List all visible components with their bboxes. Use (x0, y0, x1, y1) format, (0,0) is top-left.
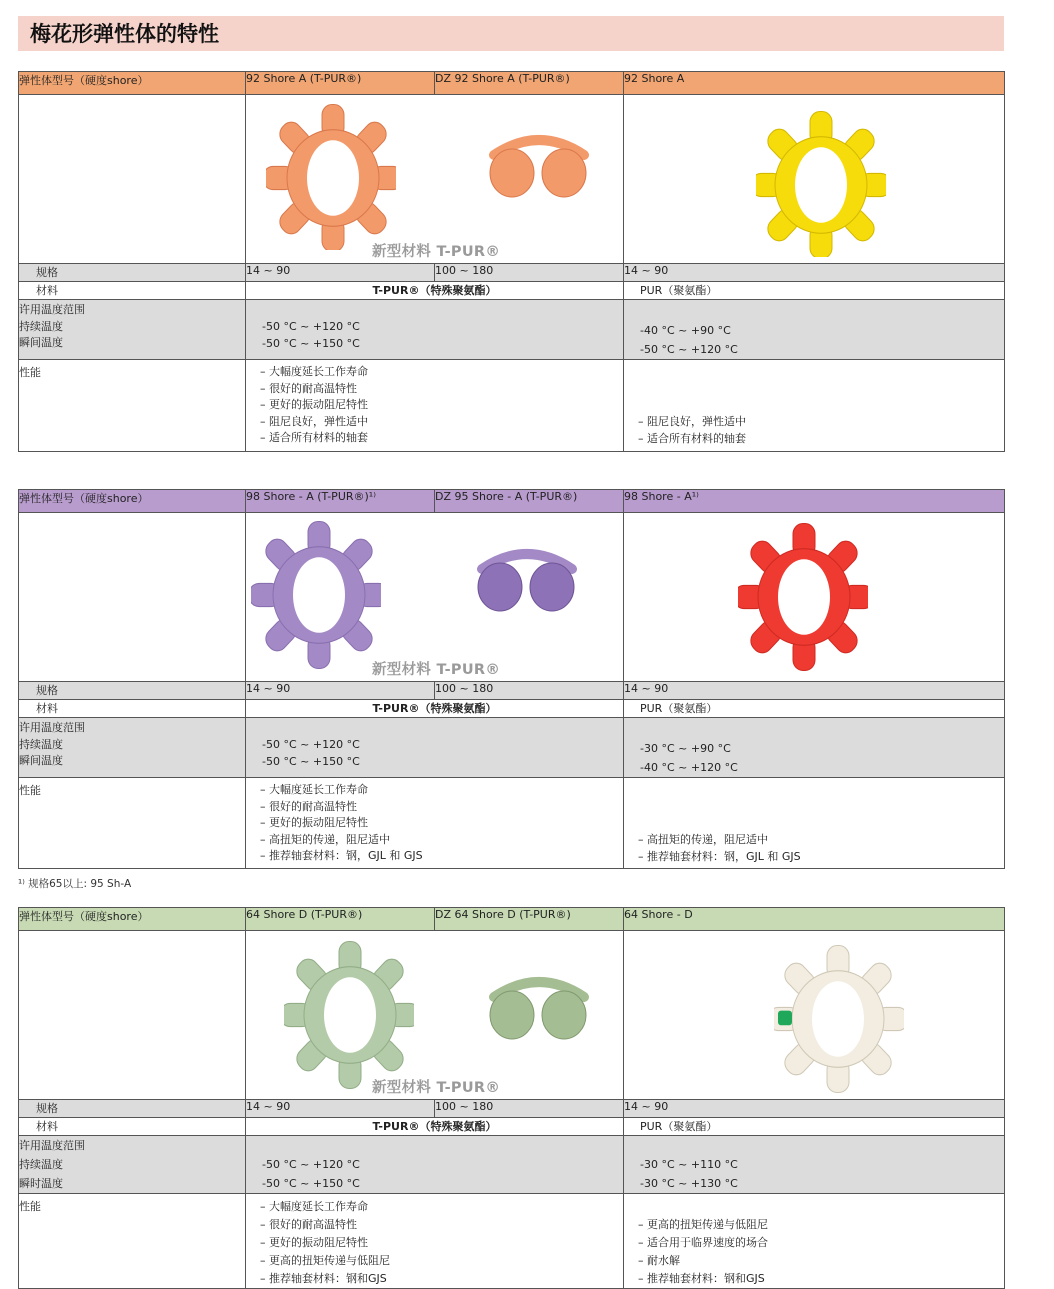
performance-label-cell (19, 778, 246, 869)
temp-continuous-label: 持续温度 (19, 737, 63, 751)
spec-table-64-shore-d (18, 907, 1005, 1289)
size-value-3: 14 ~ 90 (624, 1100, 1005, 1118)
size-value-2: 100 ~ 180 (435, 264, 624, 282)
performance-label-cell (19, 360, 246, 452)
temperature-row (19, 1136, 1005, 1194)
performance-pur (624, 778, 1005, 869)
performance-item: – 适合所有材料的轴套 (260, 431, 368, 444)
performance-row (19, 360, 1005, 452)
empty-cell (19, 931, 246, 1100)
size-value-1: 14 ~ 90 (246, 682, 435, 700)
performance-label: 性能 (19, 1200, 41, 1213)
temp-value: -50 °C ~ +120 °C (262, 738, 360, 751)
performance-item: – 大幅度延长工作寿命 (260, 1200, 368, 1213)
temp-value: -30 °C ~ +90 °C (640, 742, 731, 755)
red-spider-image (738, 519, 868, 674)
empty-cell (19, 95, 246, 264)
column-header-2: DZ 95 Shore - A (T-PUR®) (435, 490, 624, 513)
performance-item: – 更好的振动阻尼特性 (260, 398, 368, 411)
temp-peak-label: 瞬间温度 (19, 336, 63, 349)
spec-table-92-shore (18, 71, 1005, 452)
size-label: 规格 (19, 1100, 246, 1118)
performance-tpur (246, 1194, 624, 1289)
size-value-1: 14 ~ 90 (246, 1100, 435, 1118)
size-row (19, 1100, 1005, 1118)
performance-tpur (246, 778, 624, 869)
performance-item: – 更高的扭矩传递与低阻尼 (638, 1218, 768, 1231)
temp-value: -50 °C ~ +120 °C (262, 320, 360, 333)
temp-tpur-values (246, 300, 624, 360)
temperature-labels (19, 718, 246, 778)
tpur-image-cell (246, 931, 624, 1100)
temp-range-label: 许用温度范围 (19, 303, 85, 316)
model-label: 弹性体型号（硬度shore） (19, 72, 246, 95)
footnote: ¹⁾ 规格65以上: 95 Sh-A (18, 878, 132, 890)
pur-image-cell (624, 95, 1005, 264)
column-header-2: DZ 64 Shore D (T-PUR®) (435, 908, 624, 931)
watermark-new-material: 新型材料 T-PUR® (372, 662, 501, 678)
material-row (19, 282, 1005, 300)
page-title: 梅花形弹性体的特性 (18, 16, 1004, 51)
performance-item: – 更高的扭矩传递与低阻尼 (260, 1254, 390, 1267)
yellow-spider-image (756, 107, 886, 257)
green-dz-element-image (484, 967, 594, 1047)
temp-value: -50 °C ~ +120 °C (262, 1158, 360, 1171)
header-row (19, 908, 1005, 931)
material-label: 材料 (19, 1118, 246, 1136)
pur-image-cell (624, 931, 1005, 1100)
temp-pur-values (624, 1136, 1005, 1194)
header-row (19, 72, 1005, 95)
performance-item: – 阻尼良好，弹性适中 (260, 414, 368, 428)
temp-tpur-values (246, 1136, 624, 1194)
performance-label: 性能 (19, 366, 41, 379)
temperature-row (19, 718, 1005, 778)
temp-peak-label: 瞬时温度 (19, 1176, 63, 1190)
spec-table-98-shore (18, 489, 1005, 869)
size-row (19, 264, 1005, 282)
image-row (19, 513, 1005, 682)
temperature-row (19, 300, 1005, 360)
temp-value: -50 °C ~ +150 °C (262, 754, 360, 768)
size-label: 规格 (19, 264, 246, 282)
orange-dz-element-image (484, 125, 594, 205)
temp-value: -50 °C ~ +150 °C (262, 1177, 360, 1190)
performance-item: – 推荐轴套材料：钢，GJL 和 GJS (260, 849, 423, 862)
temp-value: -30 °C ~ +130 °C (640, 1177, 738, 1190)
size-value-2: 100 ~ 180 (435, 1100, 624, 1118)
size-row (19, 682, 1005, 700)
performance-label-cell (19, 1194, 246, 1289)
performance-item: – 耐水解 (638, 1254, 680, 1267)
model-label: 弹性体型号（硬度shore） (19, 908, 246, 931)
performance-tpur (246, 360, 624, 452)
temperature-labels (19, 1136, 246, 1194)
column-header-1: 92 Shore A (T-PUR®) (246, 72, 435, 95)
performance-item: – 大幅度延长工作寿命 (260, 365, 368, 378)
material-pur: PUR（聚氨酯） (624, 282, 1005, 300)
temp-pur-values (624, 718, 1005, 778)
performance-pur (624, 1194, 1005, 1289)
column-header-3: 64 Shore - D (624, 908, 1005, 931)
performance-item: – 推荐轴套材料：钢和GJS (638, 1272, 765, 1285)
performance-item: – 适合所有材料的轴套 (638, 431, 746, 445)
empty-cell (19, 513, 246, 682)
column-header-3: 98 Shore - A¹⁾ (624, 490, 1005, 513)
performance-label: 性能 (19, 784, 41, 797)
size-value-1: 14 ~ 90 (246, 264, 435, 282)
size-value-3: 14 ~ 90 (624, 682, 1005, 700)
image-row (19, 95, 1005, 264)
temp-value: -30 °C ~ +110 °C (640, 1158, 738, 1171)
temp-value: -50 °C ~ +120 °C (640, 343, 738, 356)
performance-item: – 阻尼良好，弹性适中 (638, 415, 746, 428)
orange-spider-image (266, 100, 396, 250)
white-spider-image (774, 941, 904, 1096)
header-row (19, 490, 1005, 513)
performance-row (19, 778, 1005, 869)
pur-image-cell (624, 513, 1005, 682)
material-row (19, 1118, 1005, 1136)
performance-item: – 推荐轴套材料：钢，GJL 和 GJS (638, 849, 801, 863)
watermark-new-material: 新型材料 T-PUR® (372, 1080, 501, 1096)
performance-item: – 很好的耐高温特性 (260, 1218, 357, 1231)
material-pur: PUR（聚氨酯） (624, 700, 1005, 718)
performance-item: – 很好的耐高温特性 (260, 381, 357, 395)
material-tpur: T-PUR®（特殊聚氨酯） (246, 282, 624, 300)
temp-pur-values (624, 300, 1005, 360)
column-header-1: 98 Shore - A (T-PUR®)¹⁾ (246, 490, 435, 513)
temp-peak-label: 瞬间温度 (19, 754, 63, 767)
size-value-2: 100 ~ 180 (435, 682, 624, 700)
temp-range-label: 许用温度范围 (19, 1139, 85, 1152)
column-header-3: 92 Shore A (624, 72, 1005, 95)
model-label: 弹性体型号（硬度shore） (19, 490, 246, 513)
tpur-image-cell (246, 95, 624, 264)
performance-item: – 推荐轴套材料：钢和GJS (260, 1272, 387, 1285)
performance-item: – 很好的耐高温特性 (260, 799, 357, 813)
performance-item: – 高扭矩的传递，阻尼适中 (260, 832, 390, 846)
temp-continuous-label: 持续温度 (19, 1157, 63, 1171)
temp-continuous-label: 持续温度 (19, 319, 63, 333)
performance-item: – 大幅度延长工作寿命 (260, 783, 368, 796)
temp-value: -40 °C ~ +90 °C (640, 324, 731, 337)
material-tpur: T-PUR®（特殊聚氨酯） (246, 700, 624, 718)
tpur-image-cell (246, 513, 624, 682)
temp-tpur-values (246, 718, 624, 778)
temp-range-label: 许用温度范围 (19, 721, 85, 734)
material-tpur: T-PUR®（特殊聚氨酯） (246, 1118, 624, 1136)
size-label: 规格 (19, 682, 246, 700)
material-row (19, 700, 1005, 718)
temperature-labels (19, 300, 246, 360)
performance-item: – 更好的振动阻尼特性 (260, 816, 368, 829)
performance-item: – 适合用于临界速度的场合 (638, 1236, 768, 1249)
material-label: 材料 (19, 282, 246, 300)
performance-item: – 高扭矩的传递，阻尼适中 (638, 833, 768, 846)
image-row (19, 931, 1005, 1100)
material-label: 材料 (19, 700, 246, 718)
column-header-2: DZ 92 Shore A (T-PUR®) (435, 72, 624, 95)
temp-value: -40 °C ~ +120 °C (640, 761, 738, 774)
material-pur: PUR（聚氨酯） (624, 1118, 1005, 1136)
size-value-3: 14 ~ 90 (624, 264, 1005, 282)
temp-value: -50 °C ~ +150 °C (262, 336, 360, 350)
purple-spider-image (251, 517, 381, 672)
purple-dz-element-image (472, 539, 582, 619)
performance-item: – 更好的振动阻尼特性 (260, 1236, 368, 1249)
green-spider-image (284, 937, 414, 1092)
performance-pur (624, 360, 1005, 452)
column-header-1: 64 Shore D (T-PUR®) (246, 908, 435, 931)
watermark-new-material: 新型材料 T-PUR® (372, 244, 501, 260)
performance-row (19, 1194, 1005, 1289)
